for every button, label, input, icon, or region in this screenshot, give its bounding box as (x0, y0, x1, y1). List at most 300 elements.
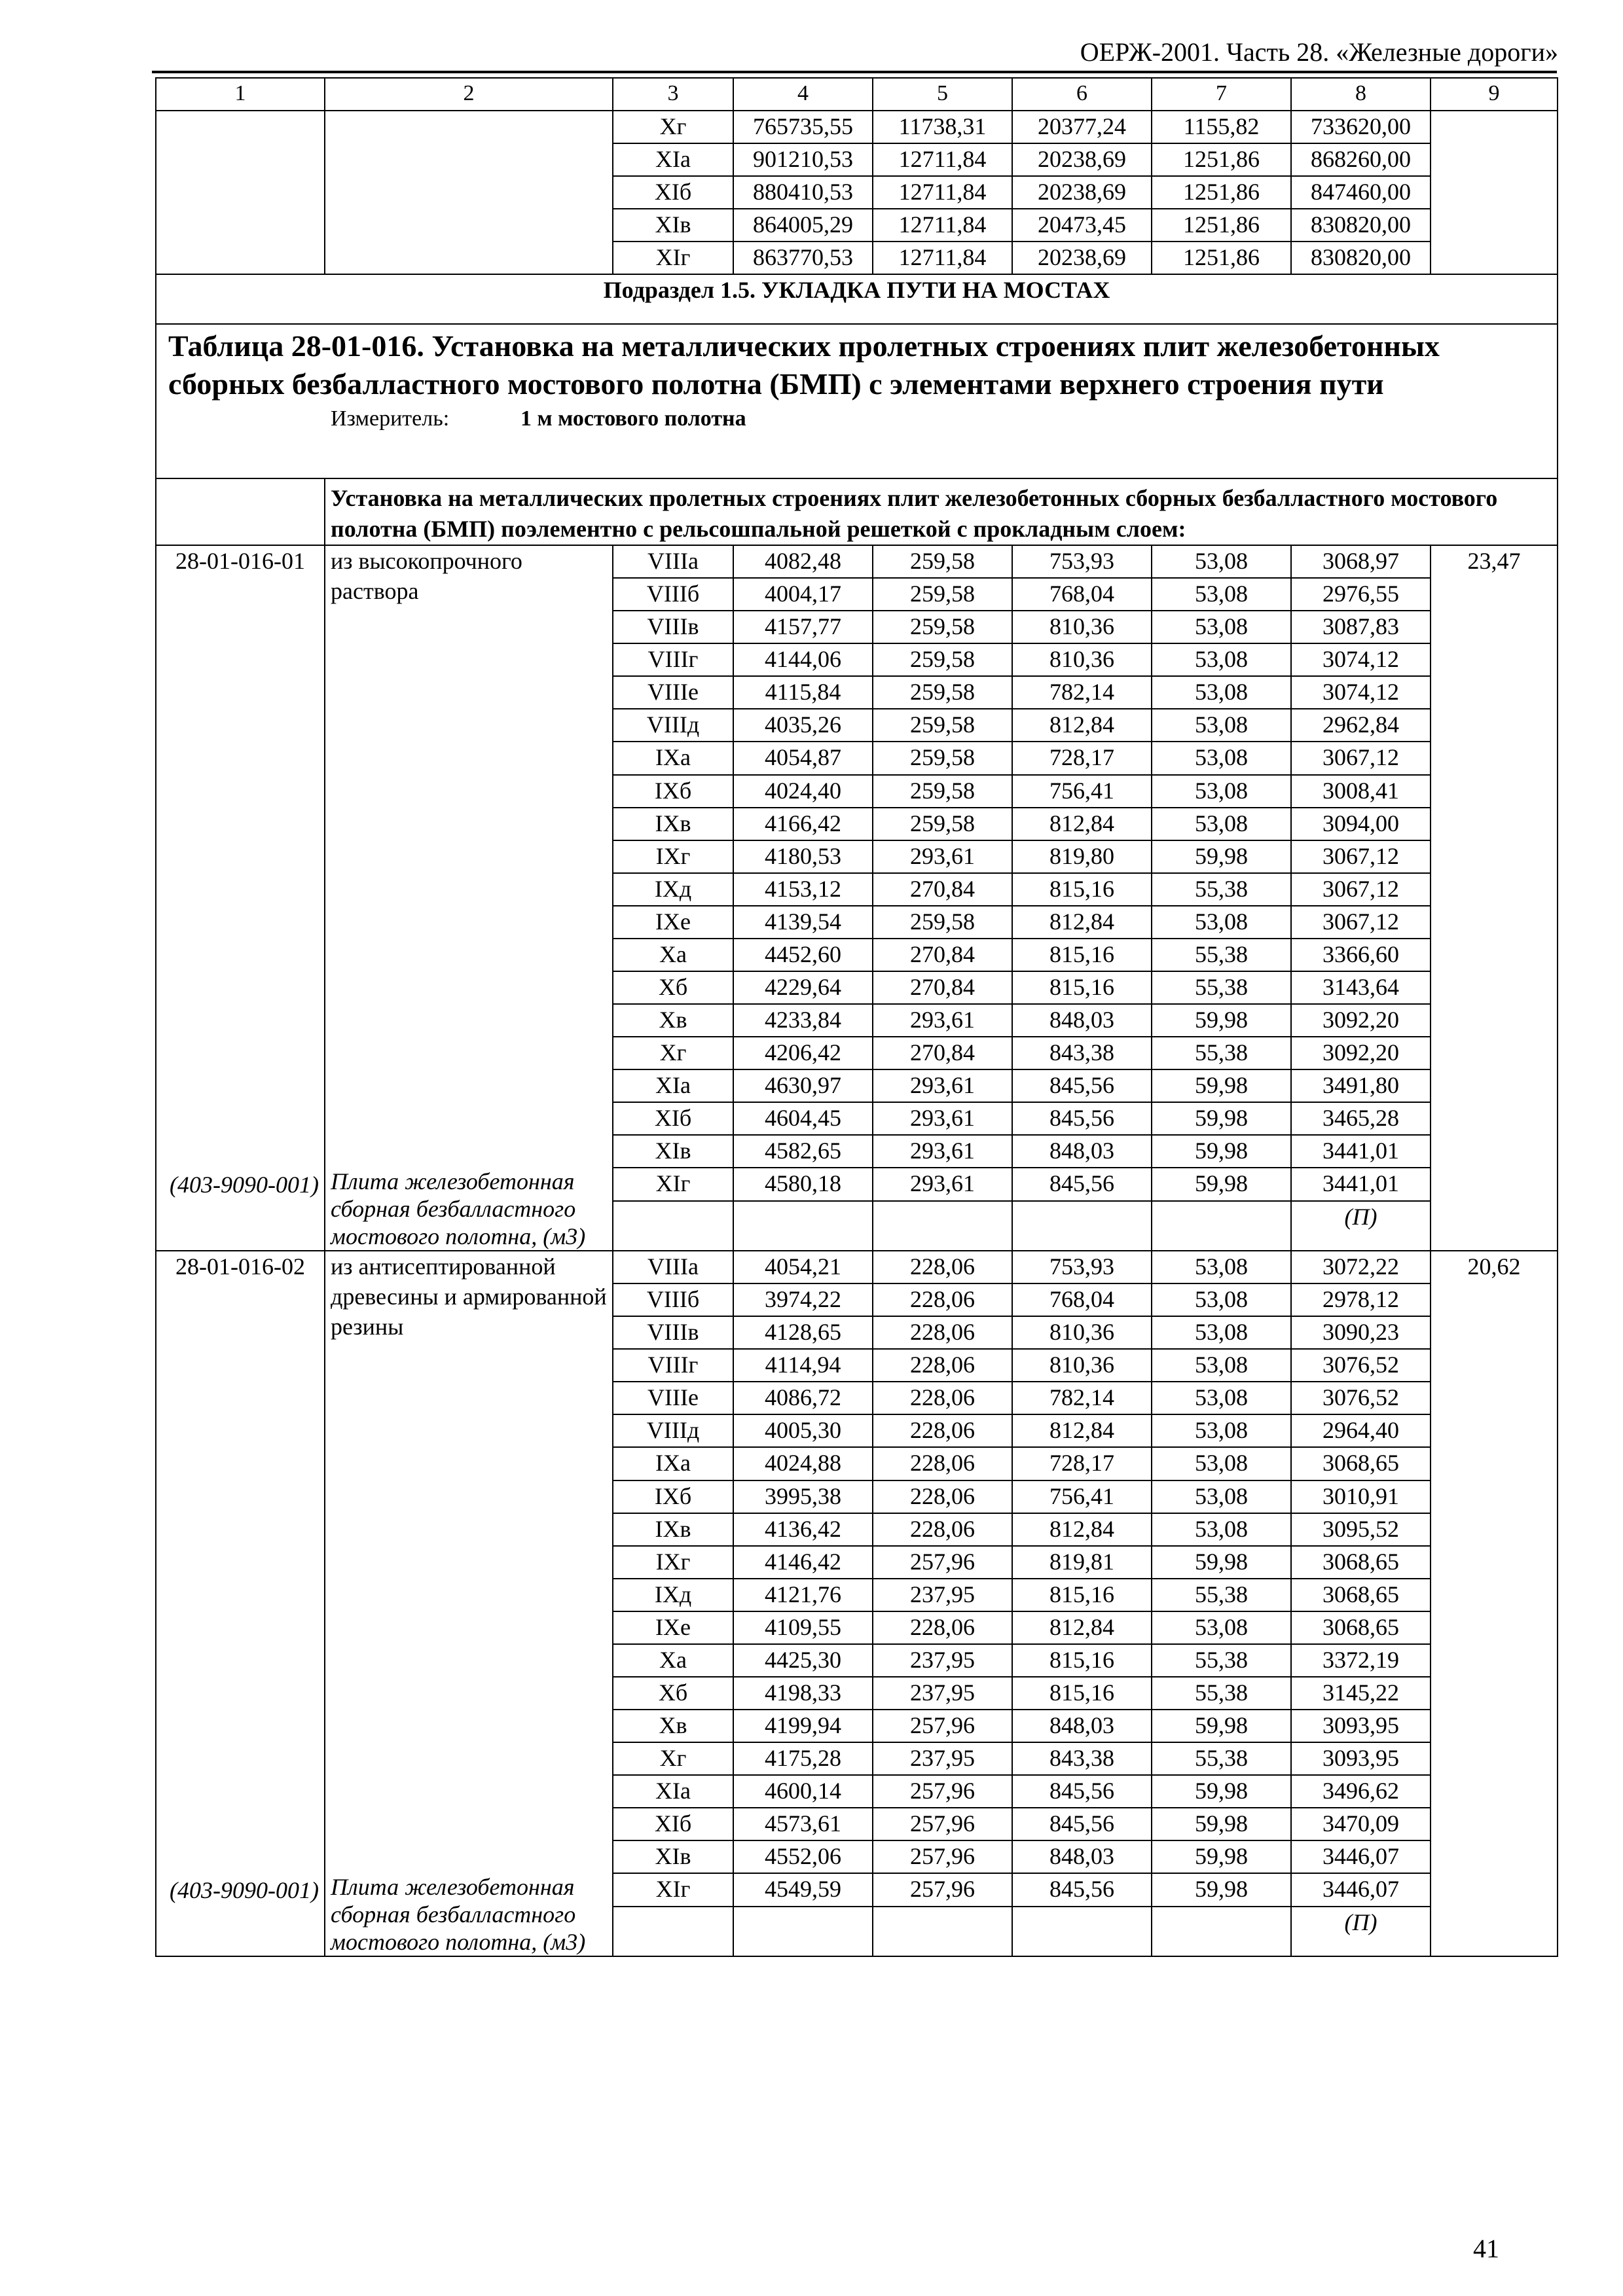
value-cell: 3067,12 (1291, 873, 1431, 906)
value-cell: 3068,65 (1291, 1546, 1431, 1579)
resource-mark: (П) (1291, 1907, 1431, 1956)
value-cell: 4580,18 (733, 1168, 873, 1200)
value-cell: 756,41 (1012, 775, 1152, 808)
table-row (156, 111, 1558, 143)
subgroup-cell: VIIIд (613, 709, 733, 742)
subgroup-cell: XIб (613, 1808, 733, 1840)
value-cell: 819,81 (1012, 1546, 1152, 1579)
subgroup-cell: Xб (613, 971, 733, 1004)
value-cell: 55,38 (1152, 1742, 1291, 1775)
code-cell-content (162, 546, 319, 1250)
value-cell: 4206,42 (733, 1037, 873, 1069)
table-title-cell (156, 324, 1558, 478)
empty-code-cell (156, 111, 325, 274)
value-cell: 830820,00 (1291, 242, 1431, 274)
resource-empty-cell (1012, 1907, 1152, 1956)
value-cell: 4229,64 (733, 971, 873, 1004)
value-cell: 756,41 (1012, 1480, 1152, 1513)
value-cell: 237,95 (873, 1742, 1012, 1775)
value-cell: 2976,55 (1291, 578, 1431, 611)
value-cell: 4175,28 (733, 1742, 873, 1775)
value-cell: 237,95 (873, 1579, 1012, 1611)
value-cell: 845,56 (1012, 1168, 1152, 1200)
value-cell: 55,38 (1152, 1677, 1291, 1710)
column-number: 3 (613, 78, 733, 111)
value-cell: 863770,53 (733, 242, 873, 274)
value-cell: 4199,94 (733, 1710, 873, 1742)
value-cell: 53,08 (1152, 1316, 1291, 1349)
value-cell: 3068,65 (1291, 1579, 1431, 1611)
value-cell: 53,08 (1152, 1349, 1291, 1382)
value-cell: 12711,84 (873, 209, 1012, 242)
value-cell: 53,08 (1152, 545, 1291, 578)
resource-mark: (П) (1291, 1201, 1431, 1251)
value-cell: 55,38 (1152, 1037, 1291, 1069)
subgroup-cell: XIб (613, 176, 733, 209)
value-cell: 3465,28 (1291, 1102, 1431, 1135)
value-cell: 810,36 (1012, 1349, 1152, 1382)
value-cell: 4128,65 (733, 1316, 873, 1349)
value-cell: 733620,00 (1291, 111, 1431, 143)
value-cell: 2964,40 (1291, 1414, 1431, 1447)
table-row (156, 1251, 1558, 1283)
value-cell: 53,08 (1152, 578, 1291, 611)
rate-description: из антисептированной древесины и армированной резины (331, 1253, 607, 1340)
rate-description: из высокопрочного раствора (331, 548, 522, 604)
value-cell: 847460,00 (1291, 176, 1431, 209)
value-cell: 3008,41 (1291, 775, 1431, 808)
subgroup-cell: IXв (613, 1513, 733, 1546)
value-cell: 55,38 (1152, 1579, 1291, 1611)
value-cell: 257,96 (873, 1775, 1012, 1808)
value-cell: 237,95 (873, 1644, 1012, 1677)
value-cell: 3067,12 (1291, 906, 1431, 939)
value-cell: 293,61 (873, 1135, 1012, 1168)
subsection-row (156, 274, 1558, 324)
value-cell: 728,17 (1012, 742, 1152, 774)
value-cell: 3446,07 (1291, 1840, 1431, 1873)
subgroup-cell: XIв (613, 209, 733, 242)
value-cell: 293,61 (873, 840, 1012, 873)
value-cell: 812,84 (1012, 906, 1152, 939)
value-cell: 228,06 (873, 1414, 1012, 1447)
value-cell: 3090,23 (1291, 1316, 1431, 1349)
value-cell: 2978,12 (1291, 1283, 1431, 1316)
value-cell: 228,06 (873, 1480, 1012, 1513)
resource-empty-cell (1152, 1907, 1291, 1956)
value-cell: 53,08 (1152, 1414, 1291, 1447)
value-cell: 753,93 (1012, 1251, 1152, 1283)
subgroup-cell: IXд (613, 1579, 733, 1611)
resource-empty-cell (873, 1201, 1012, 1251)
column-number: 6 (1012, 78, 1152, 111)
column-number: 1 (156, 78, 325, 111)
value-cell: 20238,69 (1012, 176, 1152, 209)
value-cell: 12711,84 (873, 242, 1012, 274)
description-cell (325, 545, 613, 1251)
value-cell: 237,95 (873, 1677, 1012, 1710)
value-cell: 4582,65 (733, 1135, 873, 1168)
column-number: 7 (1152, 78, 1291, 111)
value-cell: 4425,30 (733, 1644, 873, 1677)
value-cell: 53,08 (1152, 611, 1291, 643)
meter-value: 1 м мостового полотна (520, 406, 746, 431)
resource-empty-cell (733, 1201, 873, 1251)
column-number: 4 (733, 78, 873, 111)
value-cell: 753,93 (1012, 545, 1152, 578)
subgroup-cell: IXб (613, 775, 733, 808)
resource-code: (403-9090-001) (170, 1172, 319, 1198)
value-cell: 848,03 (1012, 1710, 1152, 1742)
value-cell: 53,08 (1152, 742, 1291, 774)
value-cell: 3366,60 (1291, 939, 1431, 971)
subgroup-cell: VIIIа (613, 1251, 733, 1283)
value-cell: 59,98 (1152, 1710, 1291, 1742)
subgroup-cell: Xв (613, 1004, 733, 1037)
value-cell: 270,84 (873, 1037, 1012, 1069)
value-cell: 4054,21 (733, 1251, 873, 1283)
subgroup-cell: Xв (613, 1710, 733, 1742)
subgroup-cell: IXа (613, 1447, 733, 1480)
value-cell: 12711,84 (873, 143, 1012, 176)
value-cell: 53,08 (1152, 1283, 1291, 1316)
column-number: 5 (873, 78, 1012, 111)
value-cell: 59,98 (1152, 1546, 1291, 1579)
value-cell: 259,58 (873, 742, 1012, 774)
rate-code: 28-01-016-02 (175, 1253, 305, 1280)
value-cell: 20473,45 (1012, 209, 1152, 242)
value-cell: 845,56 (1012, 1102, 1152, 1135)
value-cell: 768,04 (1012, 1283, 1152, 1316)
value-cell: 259,58 (873, 611, 1012, 643)
empty-desc-cell (325, 111, 613, 274)
value-cell: 4024,88 (733, 1447, 873, 1480)
value-cell: 3094,00 (1291, 808, 1431, 840)
value-cell: 53,08 (1152, 1251, 1291, 1283)
value-cell: 293,61 (873, 1004, 1012, 1037)
value-cell: 259,58 (873, 676, 1012, 709)
value-cell: 11738,31 (873, 111, 1012, 143)
value-cell: 812,84 (1012, 1611, 1152, 1644)
value-cell: 257,96 (873, 1546, 1012, 1579)
value-cell: 782,14 (1012, 1382, 1152, 1414)
value-cell: 848,03 (1012, 1840, 1152, 1873)
value-cell: 815,16 (1012, 1644, 1152, 1677)
column-number: 8 (1291, 78, 1431, 111)
value-cell: 293,61 (873, 1102, 1012, 1135)
value-cell: 20238,69 (1012, 143, 1152, 176)
value-cell: 819,80 (1012, 840, 1152, 873)
value-cell: 901210,53 (733, 143, 873, 176)
value-cell: 845,56 (1012, 1069, 1152, 1102)
value-cell: 228,06 (873, 1513, 1012, 1546)
code-cell-content (162, 1251, 319, 1956)
value-cell: 4600,14 (733, 1775, 873, 1808)
resource-empty-cell (1012, 1201, 1152, 1251)
resource-code: (403-9090-001) (170, 1877, 319, 1903)
code-cell (156, 545, 325, 1251)
rates-table (155, 77, 1558, 1957)
value-cell: 53,08 (1152, 643, 1291, 676)
value-cell: 3068,97 (1291, 545, 1431, 578)
table-row (156, 545, 1558, 578)
value-cell: 1251,86 (1152, 176, 1291, 209)
column-number-row (156, 78, 1558, 111)
resource-name: Плита железобетонная сборная безбалластного мостового полотна, (м3) (331, 1168, 586, 1249)
value-cell: 53,08 (1152, 775, 1291, 808)
value-cell: 53,08 (1152, 709, 1291, 742)
value-cell: 830820,00 (1291, 209, 1431, 242)
value-cell: 848,03 (1012, 1135, 1152, 1168)
value-cell: 59,98 (1152, 1808, 1291, 1840)
value-cell: 4024,40 (733, 775, 873, 808)
subgroup-cell: XIа (613, 1069, 733, 1102)
subgroup-cell: XIв (613, 1135, 733, 1168)
value-cell: 815,16 (1012, 1677, 1152, 1710)
value-cell: 810,36 (1012, 611, 1152, 643)
subsection-title: Подраздел 1.5. УКЛАДКА ПУТИ НА МОСТАХ (156, 274, 1558, 324)
value-cell: 59,98 (1152, 1873, 1291, 1906)
value-cell: 53,08 (1152, 1480, 1291, 1513)
value-cell: 3067,12 (1291, 742, 1431, 774)
value-cell: 55,38 (1152, 1644, 1291, 1677)
value-cell: 4180,53 (733, 840, 873, 873)
intro-row (156, 478, 1558, 545)
subgroup-cell: XIг (613, 1168, 733, 1200)
code-cell (156, 1251, 325, 1956)
value-cell: 228,06 (873, 1251, 1012, 1283)
subgroup-cell: IXв (613, 808, 733, 840)
value-cell: 55,38 (1152, 939, 1291, 971)
resource-empty-cell (873, 1907, 1012, 1956)
value-cell: 3441,01 (1291, 1135, 1431, 1168)
value-cell: 53,08 (1152, 1382, 1291, 1414)
value-cell: 53,08 (1152, 1513, 1291, 1546)
subgroup-cell: IXг (613, 1546, 733, 1579)
value-cell: 3092,20 (1291, 1004, 1431, 1037)
subgroup-cell: IXб (613, 1480, 733, 1513)
value-cell: 4054,87 (733, 742, 873, 774)
value-cell: 3068,65 (1291, 1611, 1431, 1644)
value-cell: 53,08 (1152, 676, 1291, 709)
value-cell: 3068,65 (1291, 1447, 1431, 1480)
meter-label: Измеритель: (331, 406, 450, 431)
subgroup-cell: IXг (613, 840, 733, 873)
description-cell (325, 1251, 613, 1956)
value-cell: 782,14 (1012, 676, 1152, 709)
subgroup-cell: Xа (613, 939, 733, 971)
value-cell: 293,61 (873, 1168, 1012, 1200)
value-cell: 3076,52 (1291, 1349, 1431, 1382)
value-cell: 59,98 (1152, 1168, 1291, 1200)
value-cell: 4604,45 (733, 1102, 873, 1135)
value-cell: 3491,80 (1291, 1069, 1431, 1102)
subgroup-cell: XIа (613, 143, 733, 176)
table-title-row (156, 324, 1558, 478)
subgroup-cell: XIг (613, 242, 733, 274)
value-cell: 4086,72 (733, 1382, 873, 1414)
value-cell: 1155,82 (1152, 111, 1291, 143)
subgroup-cell: VIIIд (613, 1414, 733, 1447)
value-cell: 3441,01 (1291, 1168, 1431, 1200)
value-cell: 864005,29 (733, 209, 873, 242)
value-cell: 1251,86 (1152, 242, 1291, 274)
value-cell: 3093,95 (1291, 1710, 1431, 1742)
subgroup-cell: VIIIг (613, 643, 733, 676)
subgroup-cell: IXе (613, 906, 733, 939)
resource-name: Плита железобетонная сборная безбалластного мостового полотна, (м3) (331, 1874, 586, 1955)
value-cell: 228,06 (873, 1316, 1012, 1349)
resource-empty-cell (613, 1201, 733, 1251)
value-cell: 270,84 (873, 971, 1012, 1004)
subgroup-cell: VIIIе (613, 1382, 733, 1414)
value-cell: 3470,09 (1291, 1808, 1431, 1840)
value-cell: 20238,69 (1012, 242, 1152, 274)
column-number: 2 (325, 78, 613, 111)
value-cell: 4452,60 (733, 939, 873, 971)
resource-empty-cell (733, 1907, 873, 1956)
empty-c9-cell (1431, 111, 1558, 274)
value-cell: 4035,26 (733, 709, 873, 742)
value-cell: 3974,22 (733, 1283, 873, 1316)
value-cell: 880410,53 (733, 176, 873, 209)
subgroup-cell: VIIIе (613, 676, 733, 709)
subgroup-cell: VIIIв (613, 1316, 733, 1349)
value-cell: 845,56 (1012, 1873, 1152, 1906)
value-cell: 815,16 (1012, 1579, 1152, 1611)
value-cell: 3074,12 (1291, 676, 1431, 709)
value-cell: 848,03 (1012, 1004, 1152, 1037)
value-cell: 3067,12 (1291, 840, 1431, 873)
value-cell: 3145,22 (1291, 1677, 1431, 1710)
subgroup-cell: XIа (613, 1775, 733, 1808)
value-cell: 59,98 (1152, 1004, 1291, 1037)
value-cell: 815,16 (1012, 939, 1152, 971)
column-number: 9 (1431, 78, 1558, 111)
value-cell: 259,58 (873, 578, 1012, 611)
value-cell: 843,38 (1012, 1742, 1152, 1775)
value-cell: 4166,42 (733, 808, 873, 840)
subgroup-cell: XIв (613, 1840, 733, 1873)
value-cell: 4153,12 (733, 873, 873, 906)
value-cell: 3446,07 (1291, 1873, 1431, 1906)
value-cell: 259,58 (873, 906, 1012, 939)
value-cell: 4005,30 (733, 1414, 873, 1447)
value-cell: 257,96 (873, 1710, 1012, 1742)
value-cell: 868260,00 (1291, 143, 1431, 176)
value-cell: 3372,19 (1291, 1644, 1431, 1677)
value-cell: 270,84 (873, 873, 1012, 906)
page-number: 41 (1473, 2234, 1499, 2263)
value-cell: 259,58 (873, 808, 1012, 840)
value-cell: 59,98 (1152, 1135, 1291, 1168)
rate-code: 28-01-016-01 (175, 548, 305, 574)
value-cell: 4136,42 (733, 1513, 873, 1546)
resource-empty-cell (613, 1907, 733, 1956)
value-cell: 4109,55 (733, 1611, 873, 1644)
subgroup-cell: Xб (613, 1677, 733, 1710)
value-cell: 59,98 (1152, 840, 1291, 873)
value-cell: 53,08 (1152, 1611, 1291, 1644)
value-cell: 228,06 (873, 1611, 1012, 1644)
value-cell: 55,38 (1152, 873, 1291, 906)
table-title: Таблица 28-01-016. Установка на металлических пролетных строениях плит железобетонных сборных безбалластного мостового полотна (БМП) с элементами верхнего строения пути (168, 329, 1440, 401)
value-cell: 3076,52 (1291, 1382, 1431, 1414)
value-cell: 3010,91 (1291, 1480, 1431, 1513)
subgroup-cell: VIIIг (613, 1349, 733, 1382)
resource-empty-cell (1152, 1201, 1291, 1251)
header-rule (152, 71, 1557, 73)
value-cell: 3093,95 (1291, 1742, 1431, 1775)
value-cell: 257,96 (873, 1873, 1012, 1906)
rates-table-body (156, 78, 1558, 1956)
value-cell: 3087,83 (1291, 611, 1431, 643)
subgroup-cell: Xг (613, 1742, 733, 1775)
value-cell: 812,84 (1012, 1414, 1152, 1447)
subgroup-cell: IXе (613, 1611, 733, 1644)
subgroup-cell: IXа (613, 742, 733, 774)
intro-text: Установка на металлических пролетных строениях плит железобетонных сборных безбалластного мостового полотна (БМП) поэлементно с рельсошпальной решеткой с прокладным слоем: (325, 478, 1558, 545)
value-cell: 59,98 (1152, 1069, 1291, 1102)
value-cell: 815,16 (1012, 971, 1152, 1004)
value-cell: 259,58 (873, 643, 1012, 676)
value-cell: 228,06 (873, 1447, 1012, 1480)
value-cell: 20377,24 (1012, 111, 1152, 143)
value-cell: 845,56 (1012, 1775, 1152, 1808)
value-cell: 3072,22 (1291, 1251, 1431, 1283)
value-cell: 812,84 (1012, 808, 1152, 840)
value-cell: 1251,86 (1152, 143, 1291, 176)
value-cell: 4082,48 (733, 545, 873, 578)
description-cell-content (331, 1251, 607, 1956)
value-cell: 812,84 (1012, 1513, 1152, 1546)
value-cell: 228,06 (873, 1382, 1012, 1414)
value-cell: 845,56 (1012, 1808, 1152, 1840)
value-cell: 53,08 (1152, 1447, 1291, 1480)
value-cell: 3095,52 (1291, 1513, 1431, 1546)
value-cell: 12711,84 (873, 176, 1012, 209)
value-cell: 228,06 (873, 1349, 1012, 1382)
value-cell: 293,61 (873, 1069, 1012, 1102)
value-cell: 4121,76 (733, 1579, 873, 1611)
resource-quantity-cell: 23,47 (1431, 545, 1558, 1251)
value-cell: 53,08 (1152, 808, 1291, 840)
value-cell: 4139,54 (733, 906, 873, 939)
value-cell: 4114,94 (733, 1349, 873, 1382)
value-cell: 1251,86 (1152, 209, 1291, 242)
subgroup-cell: XIб (613, 1102, 733, 1135)
value-cell: 765735,55 (733, 111, 873, 143)
subgroup-cell: IXд (613, 873, 733, 906)
value-cell: 810,36 (1012, 643, 1152, 676)
value-cell: 728,17 (1012, 1447, 1152, 1480)
subgroup-cell: VIIIа (613, 545, 733, 578)
value-cell: 259,58 (873, 545, 1012, 578)
value-cell: 3143,64 (1291, 971, 1431, 1004)
subgroup-cell: Xг (613, 111, 733, 143)
description-cell-content (331, 546, 607, 1250)
value-cell: 2962,84 (1291, 709, 1431, 742)
document-header: ОЕРЖ-2001. Часть 28. «Железные дороги» (1080, 37, 1558, 67)
value-cell: 4144,06 (733, 643, 873, 676)
value-cell: 4004,17 (733, 578, 873, 611)
meter-line (162, 406, 1552, 432)
value-cell: 4157,77 (733, 611, 873, 643)
value-cell: 3995,38 (733, 1480, 873, 1513)
value-cell: 59,98 (1152, 1775, 1291, 1808)
intro-empty-cell (156, 478, 325, 545)
value-cell: 270,84 (873, 939, 1012, 971)
